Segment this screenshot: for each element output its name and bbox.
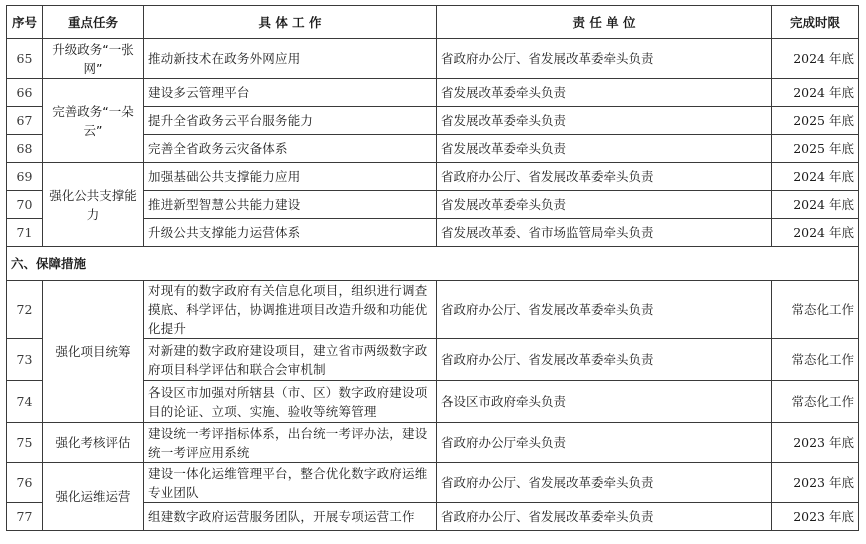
task-cell: 强化考核评估 [43,423,144,463]
unit-cell: 省政府办公厅、省发展改革委牵头负责 [437,281,772,339]
work-cell: 对新建的数字政府建设项目，建立省市两级数字政府项目科学评估和联合会审机制 [144,339,437,381]
table-row [7,39,859,79]
row-no: 67 [7,107,43,135]
task-table [6,5,859,531]
unit-cell: 省发展改革委牵头负责 [437,191,772,219]
due-cell: 2025 年底 [772,107,859,135]
task-cell: 完善政务“一朵云” [43,79,144,163]
unit-cell: 省发展改革委、省市场监管局牵头负责 [437,219,772,247]
section-title: 六、保障措施 [7,247,859,281]
work-cell: 建设多云管理平台 [144,79,437,107]
due-cell: 2024 年底 [772,79,859,107]
due-cell: 2024 年底 [772,39,859,79]
unit-cell: 省政府办公厅、省发展改革委牵头负责 [437,503,772,531]
unit-cell: 省政府办公厅、省发展改革委牵头负责 [437,163,772,191]
work-cell: 升级公共支撑能力运营体系 [144,219,437,247]
row-no: 75 [7,423,43,463]
unit-cell: 省发展改革委牵头负责 [437,79,772,107]
due-cell: 2025 年底 [772,135,859,163]
unit-cell: 省政府办公厅牵头负责 [437,423,772,463]
work-cell: 完善全省政务云灾备体系 [144,135,437,163]
work-cell: 提升全省政务云平台服务能力 [144,107,437,135]
row-no: 76 [7,463,43,503]
header-unit: 责 任 单 位 [437,6,772,39]
table-row [7,79,859,107]
section-row [7,247,859,281]
unit-cell: 省政府办公厅、省发展改革委牵头负责 [437,463,772,503]
due-cell: 常态化工作 [772,381,859,423]
table-row [7,281,859,339]
task-cell: 强化项目统筹 [43,281,144,423]
unit-cell: 各设区市政府牵头负责 [437,381,772,423]
task-cell: 强化运维运营 [43,463,144,531]
header-task: 重点任务 [43,6,144,39]
unit-cell: 省政府办公厅、省发展改革委牵头负责 [437,339,772,381]
work-cell: 组建数字政府运营服务团队，开展专项运营工作 [144,503,437,531]
header-work: 具 体 工 作 [144,6,437,39]
work-cell: 推动新技术在政务外网应用 [144,39,437,79]
work-cell: 各设区市加强对所辖县（市、区）数字政府建设项目的论证、立项、实施、验收等统筹管理 [144,381,437,423]
row-no: 69 [7,163,43,191]
table-row [7,423,859,463]
due-cell: 2024 年底 [772,163,859,191]
unit-cell: 省政府办公厅、省发展改革委牵头负责 [437,39,772,79]
work-cell: 建设统一考评指标体系，出台统一考评办法，建设统一考评应用系统 [144,423,437,463]
due-cell: 2023 年底 [772,463,859,503]
row-no: 77 [7,503,43,531]
work-cell: 推进新型智慧公共能力建设 [144,191,437,219]
header-due: 完成时限 [772,6,859,39]
due-cell: 常态化工作 [772,281,859,339]
row-no: 71 [7,219,43,247]
task-cell: 升级政务“一张网” [43,39,144,79]
row-no: 70 [7,191,43,219]
work-cell: 对现有的数字政府有关信息化项目，组织进行调查摸底、科学评估，协调推进项目改造升级和功能优化提升 [144,281,437,339]
due-cell: 2023 年底 [772,503,859,531]
row-no: 65 [7,39,43,79]
work-cell: 建设一体化运维管理平台，整合优化数字政府运维专业团队 [144,463,437,503]
row-no: 66 [7,79,43,107]
header-no: 序号 [7,6,43,39]
unit-cell: 省发展改革委牵头负责 [437,107,772,135]
due-cell: 2024 年底 [772,191,859,219]
table-row [7,163,859,191]
row-no: 68 [7,135,43,163]
unit-cell: 省发展改革委牵头负责 [437,135,772,163]
table-row [7,463,859,503]
header-row [7,6,859,39]
work-cell: 加强基础公共支撑能力应用 [144,163,437,191]
due-cell: 2023 年底 [772,423,859,463]
due-cell: 常态化工作 [772,339,859,381]
row-no: 73 [7,339,43,381]
row-no: 72 [7,281,43,339]
row-no: 74 [7,381,43,423]
task-cell: 强化公共支撑能力 [43,163,144,247]
due-cell: 2024 年底 [772,219,859,247]
